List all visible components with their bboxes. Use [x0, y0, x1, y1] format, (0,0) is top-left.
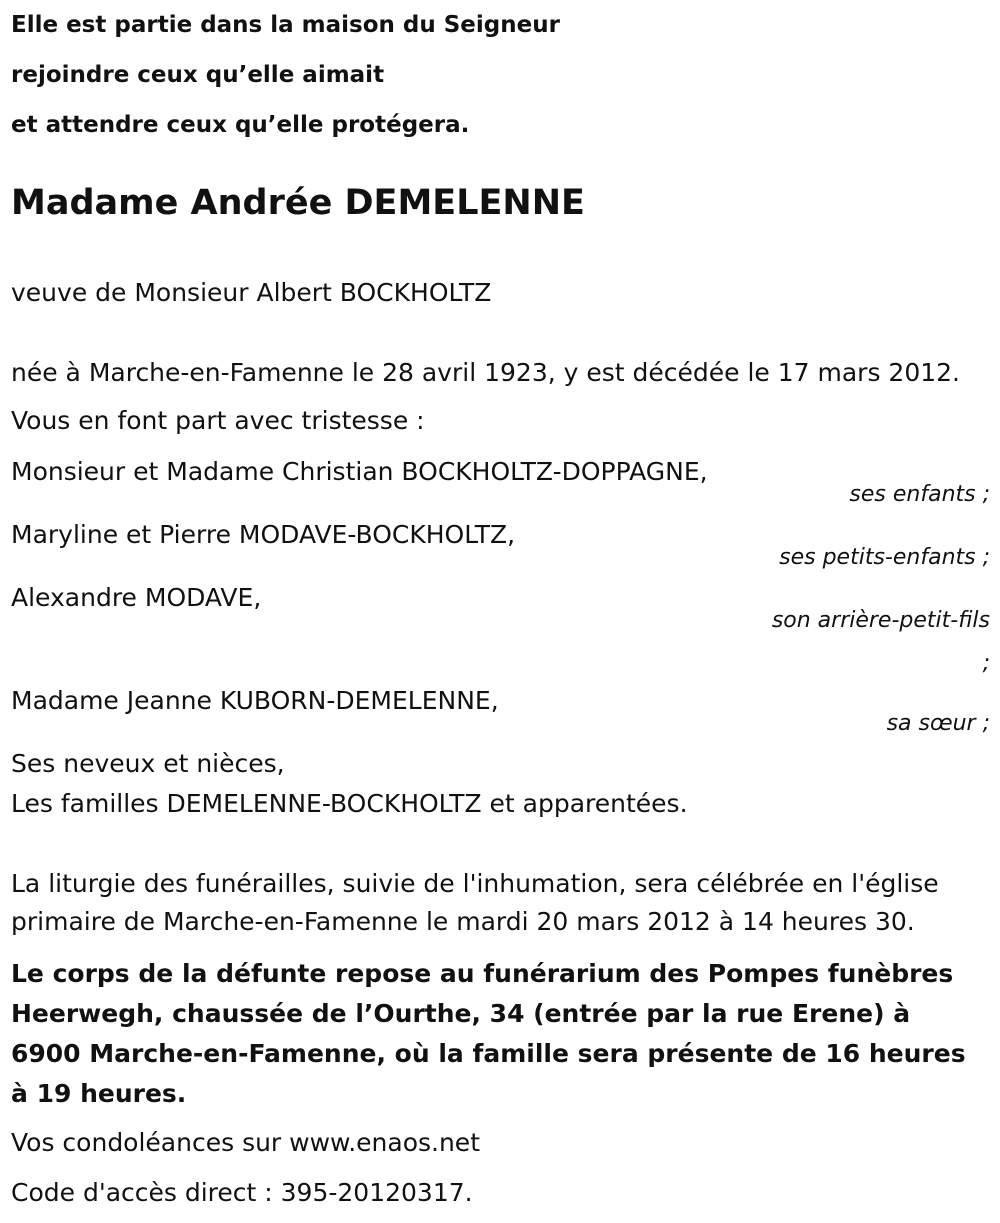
- viewing-details: Le corps de la défunte repose au funérarium des Pompes funèbres Heerwegh, chaussée de l’Ourthe, 34 (entrée par la rue Erene) à 6900 Marche-en-Famenne, où la famille sera présente de 16 heures à 19 heures.: [11, 959, 966, 1108]
- nephews-nieces: Ses neveux et nièces,: [11, 749, 285, 778]
- liturgy-line-1: La liturgie des funérailles, suivie de l'inhumation, sera célébrée en l'église: [11, 869, 939, 898]
- family-member-role: ses petits-enfants ;: [779, 545, 990, 570]
- liturgy-line-2: primaire de Marche-en-Famenne le mardi 20 mars 2012 à 14 heures 30.: [11, 907, 915, 936]
- family-member-name: Madame Jeanne KUBORN-DEMELENNE,: [11, 686, 499, 715]
- family-member-name: Monsieur et Madame Christian BOCKHOLTZ-DOPPAGNE,: [11, 457, 708, 486]
- announcement: Vous en font part avec tristesse :: [11, 406, 425, 435]
- verse-line-1: Elle est partie dans la maison du Seigneur: [11, 12, 560, 38]
- widow-of: veuve de Monsieur Albert BOCKHOLTZ: [11, 278, 492, 307]
- family-member-name: Alexandre MODAVE,: [11, 583, 262, 612]
- family-member-role: sa sœur ;: [886, 711, 990, 736]
- condolences-line: Vos condoléances sur www.enaos.net: [11, 1128, 480, 1157]
- family-member-role-continuation: ;: [982, 651, 990, 676]
- family-member-role: ses enfants ;: [849, 482, 990, 507]
- access-code: Code d'accès direct : 395-20120317.: [11, 1178, 473, 1207]
- birth-death: née à Marche-en-Famenne le 28 avril 1923, y est décédée le 17 mars 2012.: [11, 358, 960, 387]
- families-related: Les familles DEMELENNE-BOCKHOLTZ et apparentées.: [11, 789, 688, 818]
- verse-line-2: rejoindre ceux qu’elle aimait: [11, 62, 385, 88]
- family-member-name: Maryline et Pierre MODAVE-BOCKHOLTZ,: [11, 520, 516, 549]
- family-member-role: son arrière-petit-fils: [771, 608, 990, 633]
- deceased-name: Madame Andrée DEMELENNE: [11, 183, 585, 223]
- verse-line-3: et attendre ceux qu’elle protégera.: [11, 112, 470, 138]
